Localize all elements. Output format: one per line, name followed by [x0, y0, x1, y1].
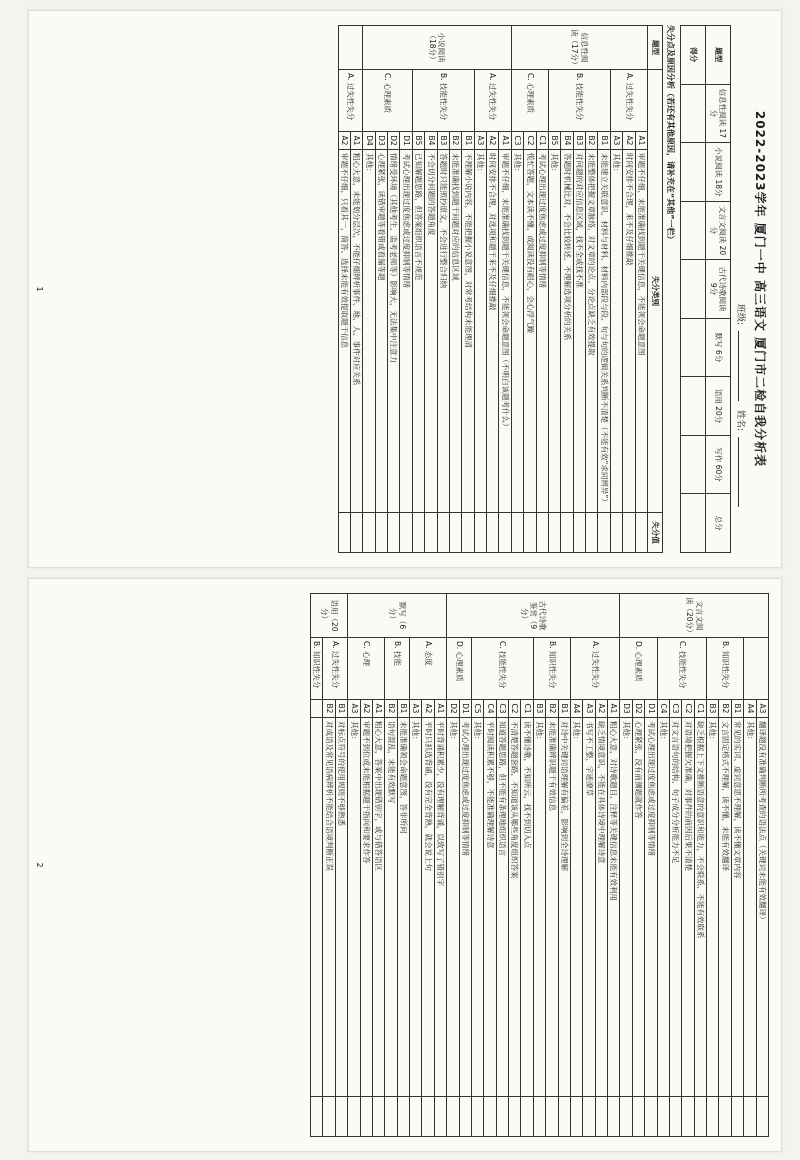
item-code: A3 [474, 132, 486, 150]
lost-score-cell[interactable] [586, 513, 598, 553]
loss-row [694, 594, 706, 1137]
score-row-label: 得分 [681, 26, 706, 85]
item-text: 未能整体把握文章脉络，对文章的论点、分论点缺乏有效提取 [586, 150, 598, 513]
lost-score-cell[interactable] [351, 513, 363, 553]
lost-score-cell[interactable] [546, 1097, 558, 1137]
item-code: B5 [412, 132, 424, 150]
score-cell[interactable] [681, 260, 706, 319]
item-code: D3 [375, 132, 387, 150]
item-text: 未能建立关联意识，材料与材料、材料内部段与段、句与句的逻辑关系判断不清楚（不能有效“求同辨异”） [598, 150, 610, 513]
category-cell: B. 技能 [385, 638, 410, 700]
category-cell: C. 心理素质 [511, 70, 548, 132]
item-code: B2 [385, 700, 397, 718]
item-code: B3 [437, 132, 449, 150]
item-text: 其他： [410, 718, 422, 1097]
item-text: 其他： [511, 150, 523, 513]
item-code: D1 [400, 132, 412, 150]
item-code: B2 [546, 700, 558, 718]
item-text: 考试心理出现过度焦虑或过度抑制等情绪 [400, 150, 412, 513]
loss-row [351, 26, 363, 553]
lost-score-cell[interactable] [635, 513, 647, 553]
item-code: A1 [608, 700, 620, 718]
item-code: D2 [632, 700, 644, 718]
category-cell: A. 过失性失分 [610, 70, 647, 132]
item-text: 对语境把握欠准确，对事件的前因后果不清楚 [682, 718, 694, 1097]
lost-score-cell[interactable] [410, 1097, 422, 1137]
item-text: 考试心理出现过度焦虑或过度抑制等情绪 [459, 718, 471, 1097]
item-text: 粗心大意，未能划分层次，不能仔细辨析事件、地、人、事件对应关系 [351, 150, 363, 513]
lost-score-cell[interactable] [571, 1097, 583, 1137]
loss-row [731, 594, 743, 1137]
lost-score-cell[interactable] [338, 513, 350, 553]
lost-score-cell[interactable] [719, 1097, 731, 1137]
lost-score-cell[interactable] [397, 1097, 409, 1137]
item-code: B4 [425, 132, 437, 150]
item-text: 语句混乱，未能有效默写 [385, 718, 397, 1097]
item-text: 其他： [744, 718, 756, 1097]
item-code: A1 [499, 132, 511, 150]
item-text: 审题不仔细，未能准确找到题干关键信息，不能领会命题意图 [635, 150, 647, 513]
item-text: 审题不仔细，只看其一，简答、选择未能有效提取题干信息 [338, 150, 350, 513]
lost-score-cell[interactable] [583, 1097, 595, 1137]
lost-score-cell[interactable] [645, 1097, 657, 1137]
category-cell: B. 知识性失分 [533, 638, 570, 700]
item-code: D2 [388, 132, 400, 150]
item-code: D4 [363, 132, 375, 150]
item-code: B4 [561, 132, 573, 150]
lost-score-cell[interactable] [499, 513, 511, 553]
class-name-line [735, 25, 748, 513]
item-text: 粗心大意，对诗歌题目、注释等关键信息未能有效利用 [608, 718, 620, 1097]
item-text: 心理紧张，没有前测题就作答 [632, 718, 644, 1097]
item-text: 其他： [707, 718, 719, 1097]
item-code: B2 [719, 700, 731, 718]
lost-score-cell[interactable] [521, 1097, 533, 1137]
item-code: B3 [533, 700, 545, 718]
item-code: B1 [397, 700, 409, 718]
loss-row [459, 594, 471, 1137]
lost-score-cell[interactable] [484, 1097, 496, 1137]
item-text: 粗心大意，答案中出现错别字，或与错答语区 [373, 718, 385, 1097]
item-code: C4 [657, 700, 669, 718]
score-cell[interactable] [681, 435, 706, 494]
item-text: 考试心理出现过度焦虑或过度抑制等情绪 [536, 150, 548, 513]
item-code: A2 [487, 132, 499, 150]
item-code: A2 [623, 132, 635, 150]
loss-row [536, 26, 548, 553]
category-cell: C. 技能性失分 [657, 638, 707, 700]
item-text: 缺乏情境意识，不能在具体诗境中理解诗意 [595, 718, 607, 1097]
lost-score-cell[interactable] [422, 1097, 434, 1137]
category-cell: B. 技能性失分 [412, 70, 474, 132]
item-code: B3 [573, 132, 585, 150]
category-cell: A. 过失性失分 [571, 638, 621, 700]
section-title: 失分点及原因分析（若还有其他原因，请补充在“其他”一栏） [666, 25, 675, 244]
name-blank[interactable] [738, 437, 747, 507]
loss-row [598, 26, 610, 553]
score-cell[interactable] [681, 143, 706, 202]
scan-page-1 [28, 10, 782, 568]
item-code: C3 [496, 700, 508, 718]
item-text: 审题不到位或未能根据题干指向和要求作答 [360, 718, 372, 1097]
class-blank[interactable] [738, 331, 747, 401]
loss-analysis-table-1 [338, 25, 663, 553]
loss-header-row [648, 26, 663, 553]
item-code: A2 [595, 700, 607, 718]
item-code: D1 [645, 700, 657, 718]
category-cell: B. 技能性失分 [549, 70, 611, 132]
item-text: 时间安排不合理，对选项和题干来不及仔细推敲 [487, 150, 499, 513]
lost-score-cell[interactable] [608, 1097, 620, 1137]
item-text: 对诗中关键词语理解有偏差，影响到全诗理解 [558, 718, 570, 1097]
rotated-sheet-1 [29, 11, 781, 567]
loss-row [558, 594, 570, 1137]
item-text: 对成语及常见语病辨析不能结合语境判断正误 [323, 718, 335, 1097]
item-code: D2 [447, 700, 459, 718]
lost-score-cell[interactable] [707, 1097, 719, 1137]
item-text: 平时阅读积累不够，不能准确理解诗意 [484, 718, 496, 1097]
lost-score-cell[interactable] [610, 513, 622, 553]
module-cell: 信息性阅读（17分） [511, 26, 647, 70]
item-code: A1 [434, 700, 446, 718]
lost-score-cell[interactable] [670, 1097, 682, 1137]
item-code: C1 [694, 700, 706, 718]
item-text: 其他： [474, 150, 486, 513]
lost-score-cell[interactable] [335, 1097, 347, 1137]
score-col: 总分 [706, 494, 731, 553]
lost-score-cell[interactable] [657, 1097, 669, 1137]
item-code: B5 [549, 132, 561, 150]
score-value-row [681, 26, 706, 553]
category-cell: B. 知识性失分 [311, 638, 323, 700]
score-row-label: 题型 [706, 26, 731, 85]
item-text: 情绪受环境（其他考生、监考老师等）影响大，无法集中注意力 [388, 150, 400, 513]
lost-score-cell[interactable] [400, 513, 412, 553]
lost-score-cell[interactable] [682, 1097, 694, 1137]
item-text: 其他： [620, 718, 632, 1097]
lost-score-cell[interactable] [323, 1097, 335, 1137]
lost-score-cell[interactable] [509, 1097, 521, 1137]
loss-row [521, 594, 533, 1137]
lost-score-cell[interactable] [450, 513, 462, 553]
item-code: B2 [323, 700, 335, 718]
item-code: D1 [459, 700, 471, 718]
item-code: A1 [373, 700, 385, 718]
item-code: A2 [422, 700, 434, 718]
item-code: B1 [731, 700, 743, 718]
item-code: C2 [524, 132, 536, 150]
loss-row [373, 594, 385, 1137]
item-code: A3 [610, 132, 622, 150]
category-cell: A. 过失性失分 [323, 638, 348, 700]
loss-row [397, 594, 409, 1137]
item-text: 缺乏根据上下文推断语意的意识和能力，不会联系、不能有效联系 [694, 718, 706, 1097]
lost-score-cell[interactable] [425, 513, 437, 553]
loss-row [499, 26, 511, 553]
category-cell: D. 心理素质 [447, 638, 472, 700]
item-code: C3 [511, 132, 523, 150]
loss-row [400, 26, 412, 553]
module-cell: 文言文阅读（20分） [620, 594, 769, 638]
item-text: 慌忙答题，文本读不懂，或阅读没有耐心，会心浮气躁 [524, 150, 536, 513]
item-text: 对标点符号的使用规则不够熟悉 [335, 718, 347, 1097]
loss-row [311, 594, 323, 1137]
lost-score-cell[interactable] [474, 513, 486, 553]
item-text: 其他： [363, 150, 375, 513]
module-cell: 默写（6分） [348, 594, 447, 638]
module-cell: 语用（20分） [311, 594, 348, 638]
item-text: 心理紧张，读错审题等看错或看漏等题 [375, 150, 387, 513]
item-text: 其他： [447, 718, 459, 1097]
lost-score-cell[interactable] [459, 1097, 471, 1137]
item-code: C1 [536, 132, 548, 150]
item-code: A2 [338, 132, 350, 150]
lost-score-cell[interactable] [632, 1097, 644, 1137]
item-code: D3 [620, 700, 632, 718]
item-text: 其他： [610, 150, 622, 513]
page-number: 1 [35, 286, 44, 292]
item-code: C4 [484, 700, 496, 718]
header-cell: 题型 [648, 26, 663, 70]
page-number: 2 [35, 862, 44, 868]
lost-score-cell[interactable] [311, 1097, 323, 1137]
lost-score-cell[interactable] [472, 1097, 484, 1137]
lost-score-cell[interactable] [373, 1097, 385, 1137]
category-cell: C. 心理素质 [363, 70, 413, 132]
module-cell: 小说阅读（18分） [363, 26, 512, 70]
item-code: A2 [360, 700, 372, 718]
lost-score-cell[interactable] [595, 1097, 607, 1137]
loss-row [434, 594, 446, 1137]
item-text: 已知解题思路，但答案组织语言不规范 [412, 150, 424, 513]
item-code: C2 [682, 700, 694, 718]
lost-score-cell[interactable] [487, 513, 499, 553]
category-cell: A. 态度 [410, 638, 447, 700]
score-col: 默写 6分 [706, 318, 731, 377]
item-code: C2 [509, 700, 521, 718]
category-cell: D. 心理素质 [620, 638, 657, 700]
lost-score-cell[interactable] [447, 1097, 459, 1137]
item-code: A3 [756, 700, 768, 718]
item-code: A4 [744, 700, 756, 718]
item-text: 平时背诵积累少，没有理解背诵，以致写了错别字 [434, 718, 446, 1097]
item-text: 文言固定格式不理解，读不懂，未能有效翻译 [719, 718, 731, 1097]
item-text: 其他： [571, 718, 583, 1097]
lost-score-cell[interactable] [620, 1097, 632, 1137]
item-code: B1 [335, 700, 347, 718]
loss-row [635, 26, 647, 553]
lost-score-cell[interactable] [385, 1097, 397, 1137]
item-code: B3 [707, 700, 719, 718]
item-text: 不清楚答题套路，不知道该从哪些角度组织答案 [509, 718, 521, 1097]
item-text: 不会切分问题的答题角度 [425, 150, 437, 513]
name-label: 姓名: [735, 409, 745, 431]
page-title: 2022-2023学年 厦门一中 高三语文 厦门市二检自我分析表 [753, 110, 767, 468]
lost-score-cell[interactable] [462, 513, 474, 553]
item-text: 其他： [472, 718, 484, 1097]
scan-page-2 [28, 578, 782, 1152]
category-cell: B. 知识性失分 [707, 638, 744, 700]
score-header-row [706, 26, 731, 553]
lost-score-cell[interactable] [496, 1097, 508, 1137]
loss-row [645, 594, 657, 1137]
loss-row [462, 26, 474, 553]
lost-score-cell[interactable] [756, 1097, 768, 1137]
lost-score-cell[interactable] [744, 1097, 756, 1137]
module-cell [338, 26, 363, 70]
item-code: A1 [635, 132, 647, 150]
loss-row [608, 594, 620, 1137]
lost-score-cell[interactable] [549, 513, 561, 553]
lost-score-cell[interactable] [623, 513, 635, 553]
lost-score-cell[interactable] [363, 513, 375, 553]
item-code: B2 [586, 132, 598, 150]
item-code: B2 [450, 132, 462, 150]
loss-analysis-table-2 [310, 593, 769, 1137]
lost-score-cell[interactable] [375, 513, 387, 553]
item-code: A4 [571, 700, 583, 718]
score-cell[interactable] [681, 84, 706, 143]
item-text: 未能准确辨识题干有效信息 [546, 718, 558, 1097]
class-label: 班级: [735, 304, 745, 326]
item-code: A3 [410, 700, 422, 718]
item-text: 未能准确领会命题意图，答非所问 [397, 718, 409, 1097]
score-col: 小说阅读 18分 [706, 143, 731, 202]
item-code: A3 [583, 700, 595, 718]
item-code: C5 [472, 700, 484, 718]
lost-score-cell[interactable] [348, 1097, 360, 1137]
item-text: 其他： [549, 150, 561, 513]
item-text: 时间安排不合理，来不及仔细推敲 [623, 150, 635, 513]
category-cell: C. 技能性失分 [472, 638, 534, 700]
score-table [680, 25, 731, 553]
lost-score-cell[interactable] [533, 1097, 545, 1137]
item-text: 不理解小说内容，不能把握小说意图，对常考结构未能理清 [462, 150, 474, 513]
loss-row [756, 594, 768, 1137]
item-text: 常见的实词、虚词意思不理解，读不懂文章内容 [731, 718, 743, 1097]
lost-score-cell[interactable] [561, 513, 573, 553]
item-code [311, 700, 323, 718]
item-text [311, 718, 323, 1097]
header-cell: 失分值 [648, 513, 663, 553]
category-cell: A. 过失性失分 [338, 70, 363, 132]
item-code: A1 [351, 132, 363, 150]
item-text: 平时只抓选背诵，没有完全背熟，就会说上句 [422, 718, 434, 1097]
score-cell[interactable] [681, 494, 706, 553]
lost-score-cell[interactable] [731, 1097, 743, 1137]
item-text: 对问题的对应信息区域，找不全或找不准 [573, 150, 585, 513]
item-text: 其他： [533, 718, 545, 1097]
module-cell: 古代诗歌鉴赏（9分） [447, 594, 620, 638]
item-text: 对文言语句的结构、句子成分分析能力不足 [670, 718, 682, 1097]
item-text: 书写不工整，字迹潦草 [583, 718, 595, 1097]
category-cell [744, 638, 769, 700]
item-code: C3 [670, 700, 682, 718]
item-text: 翻译题没有准确判断所考查的语法点（关键词未能有效翻译） [756, 718, 768, 1097]
item-text: 答题时只能照抄原文，不会进行整合归纳 [437, 150, 449, 513]
lost-score-cell[interactable] [412, 513, 424, 553]
rotated-sheet-2 [29, 579, 781, 1151]
item-code: C1 [521, 700, 533, 718]
item-text: 其他： [348, 718, 360, 1097]
lost-score-cell[interactable] [558, 1097, 570, 1137]
item-text: 读不懂诗歌，不知所云，找不到切入点 [521, 718, 533, 1097]
loss-row [335, 594, 347, 1137]
lost-score-cell[interactable] [573, 513, 585, 553]
score-cell[interactable] [681, 377, 706, 436]
score-col: 语用 20分 [706, 377, 731, 436]
lost-score-cell[interactable] [524, 513, 536, 553]
item-text: 审题不仔细，未能准确找到题干关键信息，不能领会命题意图（不明白该题考什么） [499, 150, 511, 513]
score-col: 写作 60分 [706, 435, 731, 494]
item-code: B1 [462, 132, 474, 150]
category-cell: C. 心理 [348, 638, 385, 700]
score-col: 文言文阅读 20分 [706, 201, 731, 260]
lost-score-cell[interactable] [434, 1097, 446, 1137]
score-col: 古代诗歌阅读 9分 [706, 260, 731, 319]
lost-score-cell[interactable] [694, 1097, 706, 1137]
item-code: A3 [348, 700, 360, 718]
header-cell: 失分类别 [648, 70, 663, 513]
item-code: B1 [598, 132, 610, 150]
lost-score-cell[interactable] [360, 1097, 372, 1137]
lost-score-cell[interactable] [511, 513, 523, 553]
lost-score-cell[interactable] [388, 513, 400, 553]
score-cell[interactable] [681, 201, 706, 260]
category-cell: A. 过失性失分 [474, 70, 511, 132]
item-text: 知道答题思路，但不能有条理地组织语言 [496, 718, 508, 1097]
item-text: 答题时机械比对，不会比较转述，不理解选项分析的关系 [561, 150, 573, 513]
item-text: 其他： [657, 718, 669, 1097]
lost-score-cell[interactable] [437, 513, 449, 553]
item-text: 未能准确找到题干问题对应的信息区域 [450, 150, 462, 513]
lost-score-cell[interactable] [598, 513, 610, 553]
lost-score-cell[interactable] [536, 513, 548, 553]
score-cell[interactable] [681, 318, 706, 377]
score-col: 信息性阅读 17分 [706, 84, 731, 143]
item-text: 考试心理出现过度焦虑或过度抑制等情绪 [645, 718, 657, 1097]
item-code: B1 [558, 700, 570, 718]
